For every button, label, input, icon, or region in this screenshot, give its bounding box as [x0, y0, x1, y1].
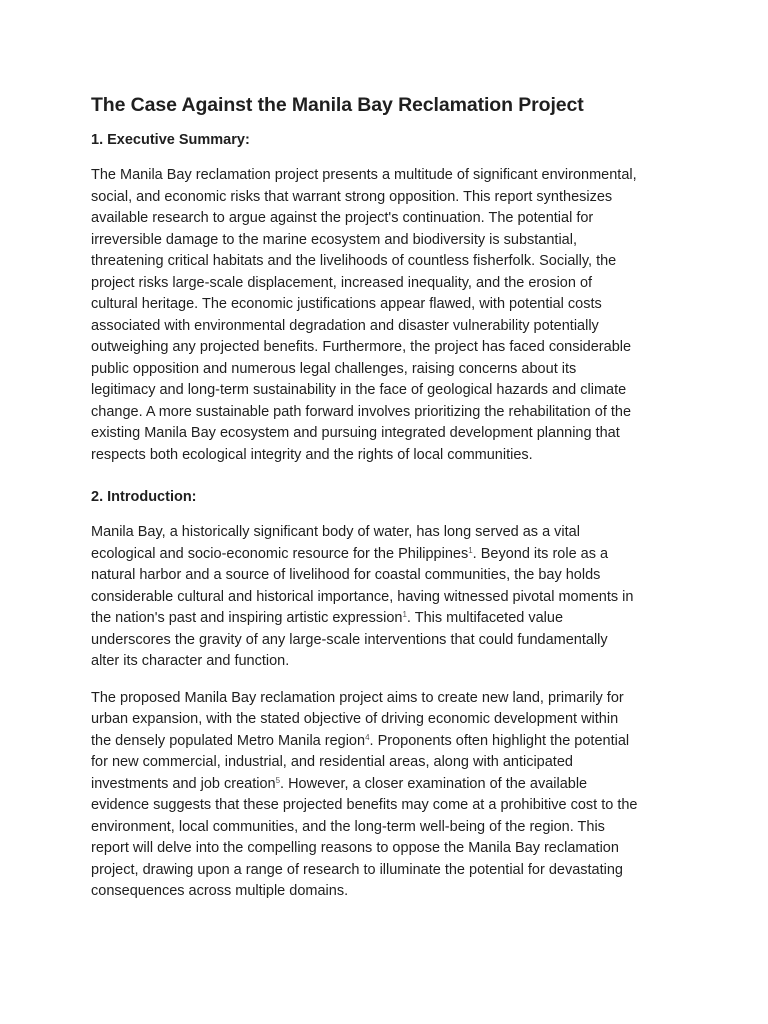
- text-line: natural harbor and a source of livelihood for coastal communities, the bay holds: [91, 567, 601, 583]
- citation-superscript: 1: [468, 545, 473, 555]
- text-run: . This multifaceted value: [406, 610, 564, 626]
- section-heading-executive-summary: 1. Executive Summary:: [91, 132, 250, 148]
- text-line: associated with environmental degradation and disaster vulnerability potentially: [91, 317, 599, 334]
- text-line: outweighing any projected benefits. Furthermore, the project has faced considerable: [91, 339, 632, 355]
- section-heading-introduction: 2. Introduction:: [91, 489, 197, 505]
- text-run: investments and job creation: [91, 775, 276, 792]
- text-line: cultural heritage. The economic justifications appear flawed, with potential costs: [91, 296, 602, 312]
- paragraph-introduction-1: [91, 522, 691, 673]
- text-line: social, and economic risks that warrant strong opposition. This report synthesizes: [91, 188, 613, 205]
- text-line: irreversible damage to the marine ecosystem and biodiversity is substantial,: [91, 231, 577, 248]
- text-line-with-citation: [91, 731, 691, 753]
- paragraph-introduction-2: [91, 688, 691, 903]
- text-run: ecological and socio-economic resource for the Philippines: [91, 545, 469, 562]
- text-line: report will delve into the compelling reasons to oppose the Manila Bay reclamation: [91, 840, 619, 856]
- text-line: project risks large-scale displacement, increased inequality, and the erosion of: [91, 274, 593, 291]
- document-title: The Case Against the Manila Bay Reclamation Project: [91, 94, 584, 116]
- text-line: threatening critical habitats and the livelihoods of countless fisherfolk. Socially, the: [91, 253, 617, 269]
- text-line: urban expansion, with the stated objective of driving economic development within: [91, 711, 619, 727]
- text-run: . Beyond its role as a: [472, 545, 609, 562]
- paragraph-executive-summary: [91, 165, 691, 466]
- citation-superscript: 5: [275, 775, 281, 785]
- text-run: . Proponents often highlight the potential: [369, 732, 630, 749]
- text-line: for new commercial, industrial, and residential areas, along with anticipated: [91, 754, 573, 770]
- text-line: underscores the gravity of any large-scale interventions that could fundamentally: [91, 631, 608, 648]
- citation-superscript: 1: [402, 610, 407, 619]
- text-line: public opposition and numerous legal challenges, raising concerns about its: [91, 360, 577, 377]
- text-line: change. A more sustainable path forward involves prioritizing the rehabilitation of the: [91, 403, 632, 420]
- text-line-with-citation: [91, 544, 691, 566]
- text-line: The Manila Bay reclamation project presents a multitude of significant environmental,: [91, 167, 637, 183]
- text-line: considerable cultural and historical importance, having witnessed pivotal moments in: [91, 588, 634, 605]
- text-line: alter its character and function.: [91, 653, 290, 669]
- text-run: the nation's past and inspiring artistic expression: [91, 610, 403, 626]
- text-run: the densely populated Metro Manila region: [91, 732, 366, 749]
- text-line: The proposed Manila Bay reclamation project aims to create new land, primarily for: [91, 689, 624, 706]
- text-line-with-citation: [91, 608, 691, 630]
- text-line: legitimacy and long-term sustainability in the face of geological hazards and climate: [91, 382, 627, 398]
- text-line: respects both ecological integrity and the rights of local communities.: [91, 446, 533, 463]
- text-line-with-citation: [91, 774, 691, 796]
- text-line: consequences across multiple domains.: [91, 883, 349, 899]
- text-line: evidence suggests that these projected benefits may come at a prohibitive cost to the: [91, 797, 638, 813]
- document-page: [91, 92, 691, 918]
- citation-superscript: 4: [365, 732, 370, 742]
- text-line: project, drawing upon a range of research to illuminate the potential for devastating: [91, 861, 623, 878]
- text-line: available research to argue against the project's continuation. The potential for: [91, 210, 594, 226]
- text-line: environment, local communities, and the long-term well-being of the region. This: [91, 818, 605, 835]
- text-line: existing Manila Bay ecosystem and pursuing integrated development planning that: [91, 425, 620, 441]
- text-line: Manila Bay, a historically significant body of water, has long served as a vital: [91, 524, 580, 540]
- text-run: . However, a closer examination of the available: [280, 775, 588, 792]
